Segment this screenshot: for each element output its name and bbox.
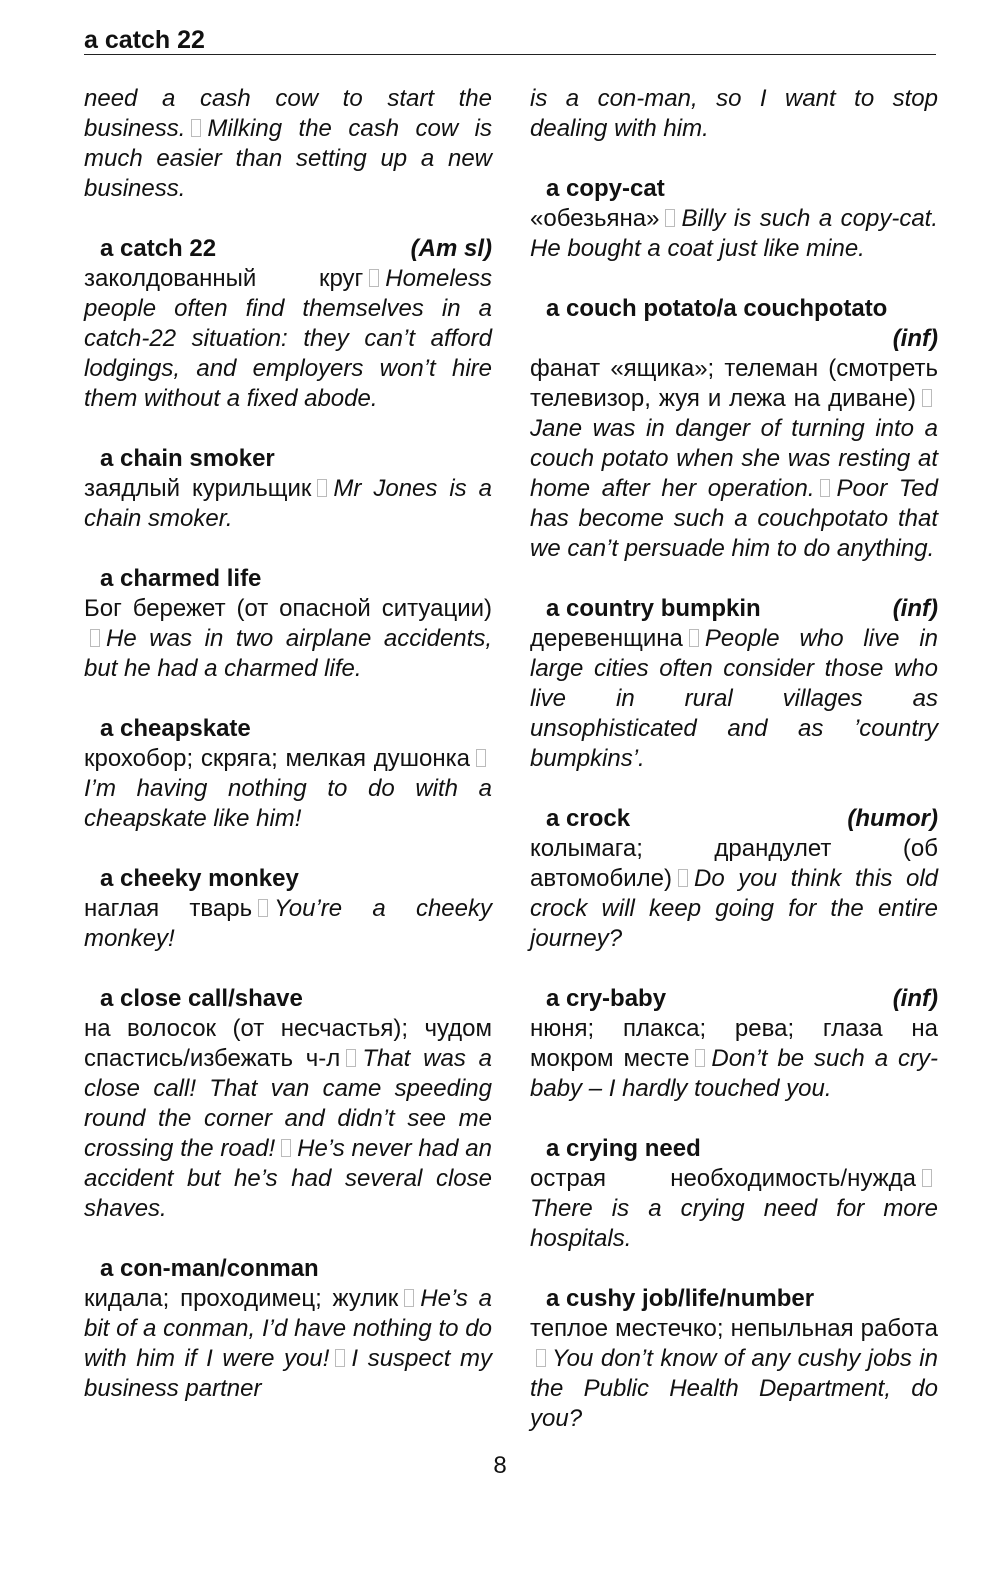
separator-mark xyxy=(335,1349,345,1367)
example: Jane was in danger of turning into a couch potato when she was resting at home after her operation. xyxy=(530,415,938,502)
example: Homeless people often find themselves in a catch-22 situation: they can’t afford lodgings, and employers won’t hire them without a fixed abode. xyxy=(84,265,492,412)
running-head: a catch 22 xyxy=(84,26,205,54)
headword: a crock xyxy=(546,805,631,832)
entry-a-country-bumpkin xyxy=(530,594,938,774)
continuation-part: Milking the cash cow is much easier than setting up a new business. xyxy=(84,115,492,202)
example: He’s a bit of a conman, I’d have nothing to do with him if I were you! xyxy=(84,1285,493,1372)
translation: крохобор; скряга; мелкая душонка xyxy=(84,745,470,772)
usage-label: (inf) xyxy=(892,595,938,622)
separator-mark xyxy=(369,269,379,287)
translation: наглая тварь xyxy=(84,895,253,922)
entry-a-cheapskate xyxy=(84,714,492,834)
right-column xyxy=(530,84,938,1464)
example: He was in two airplane accidents, but he had a charmed life. xyxy=(84,625,492,682)
translation: Бог бережет (от опасной ситуации) xyxy=(84,595,492,622)
entry-a-charmed-life xyxy=(84,564,492,684)
entry-a-crying-need xyxy=(530,1134,938,1254)
usage-label: (Am sl) xyxy=(410,235,492,262)
headword: a charmed life xyxy=(100,565,262,592)
translation: теплое местечко; непыльная работа xyxy=(530,1315,938,1342)
translation: острая необходимость/нужда xyxy=(530,1165,916,1192)
separator-mark xyxy=(678,869,688,887)
separator-mark xyxy=(922,389,932,407)
example: There is a crying need for more hospitals. xyxy=(530,1195,938,1252)
headword: a close call/shave xyxy=(100,985,303,1012)
example: Billy is such a copy-cat. He bought a coat just like mine. xyxy=(530,205,938,262)
separator-mark xyxy=(317,479,327,497)
separator-mark xyxy=(695,1049,705,1067)
translation: заядлый курильщик xyxy=(84,475,312,502)
separator-mark xyxy=(346,1049,356,1067)
usage-label: (humor) xyxy=(847,805,938,832)
separator-mark xyxy=(689,629,699,647)
headword: a cushy job/life/number xyxy=(546,1285,815,1312)
example: That was a close call! That van came speeding round the corner and didn’t see me crossing the road! xyxy=(84,1045,493,1162)
translation: на волосок (от несчастья); чудом спастись/избежать ч-л xyxy=(84,1015,492,1072)
example: Do you think this old crock will keep going for the entire journey? xyxy=(530,865,938,952)
entry-a-chain-smoker xyxy=(84,444,492,534)
separator-mark xyxy=(281,1139,291,1157)
headword: a country bumpkin xyxy=(546,595,761,622)
translation: колымага; драндулет (об автомобиле) xyxy=(530,835,938,892)
translation: заколдованный круг xyxy=(84,265,364,292)
entry-a-crock xyxy=(530,804,938,954)
example: He’s never had an accident but he’s had several close shaves. xyxy=(84,1135,492,1222)
example: People who live in large cities often consider those who live in rural villages as unsophisticated and as ’country bumpkins’. xyxy=(530,625,938,772)
separator-mark xyxy=(536,1349,546,1367)
entry-a-cushy-job xyxy=(530,1284,938,1434)
headword: a crying need xyxy=(546,1135,701,1162)
separator-mark xyxy=(665,209,675,227)
usage-label: (inf) xyxy=(892,985,938,1012)
entry-a-couch-potato xyxy=(530,294,938,564)
example: I’m having nothing to do with a cheapskate like him! xyxy=(84,775,492,832)
translation: фанат «ящика»; телеман (смотреть телевизор, жуя и лежа на диване) xyxy=(530,355,938,412)
headword: a cry-baby xyxy=(546,985,667,1012)
headword: a chain smoker xyxy=(100,445,275,472)
headword: a copy-cat xyxy=(546,175,665,202)
headword: a cheeky monkey xyxy=(100,865,299,892)
translation: кидала; проходимец; жулик xyxy=(84,1285,399,1312)
left-column xyxy=(84,84,492,1434)
continuation-text xyxy=(530,84,938,144)
example: Don’t be such a cry-baby – I hardly touched you. xyxy=(530,1045,938,1102)
separator-mark xyxy=(191,119,201,137)
entry-a-copy-cat xyxy=(530,174,938,264)
example: You’re a cheeky monkey! xyxy=(84,895,493,952)
continuation-text xyxy=(84,84,492,204)
headword: a catch 22 xyxy=(100,235,217,262)
headword: a cheapskate xyxy=(100,715,251,742)
headword: a con-man/conman xyxy=(100,1255,319,1282)
example: Mr Jones is a chain smoker. xyxy=(84,475,492,532)
translation: деревенщина xyxy=(530,625,683,652)
entry-a-close-call xyxy=(84,984,492,1224)
separator-mark xyxy=(90,629,100,647)
entry-a-catch-22 xyxy=(84,234,492,414)
separator-mark xyxy=(258,899,268,917)
separator-mark xyxy=(820,479,830,497)
example: Poor Ted has become such a couchpotato that we can’t persuade him to do anything. xyxy=(530,475,938,562)
entry-a-cheeky-monkey xyxy=(84,864,492,954)
separator-mark xyxy=(922,1169,932,1187)
page-number: 8 xyxy=(493,1452,507,1479)
translation: «обезьяна» xyxy=(530,205,660,232)
example: I suspect my business partner xyxy=(84,1345,492,1402)
separator-mark xyxy=(476,749,486,767)
entry-a-con-man xyxy=(84,1254,492,1404)
translation: нюня; плакса; рева; глаза на мокром месте xyxy=(530,1015,938,1072)
separator-mark xyxy=(404,1289,414,1307)
header-rule xyxy=(84,54,936,55)
usage-label: (inf) xyxy=(892,325,938,352)
example: You don’t know of any cushy jobs in the Public Health Department, do you? xyxy=(530,1345,938,1432)
headword: a couch potato/a couchpotato xyxy=(546,295,888,322)
entry-a-cry-baby xyxy=(530,984,938,1104)
continuation-part: is a con-man, so I want to stop dealing with him. xyxy=(530,85,938,142)
continuation-part: need a cash cow to start the business. xyxy=(84,85,492,142)
